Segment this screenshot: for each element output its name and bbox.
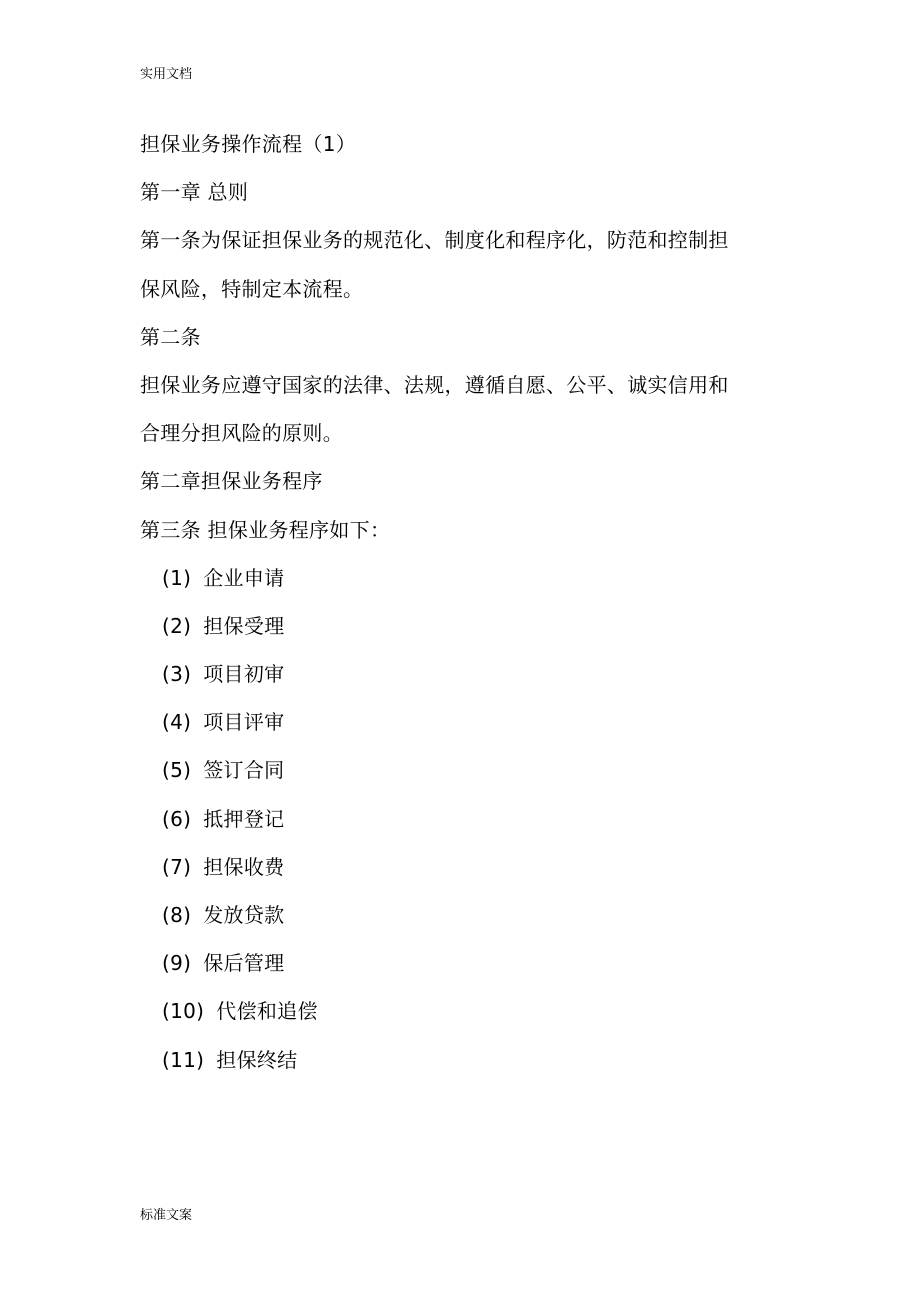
step-number: (10) [162,999,205,1024]
step-label: 保后管理 [203,951,285,976]
article-2-heading: 第二条 [140,324,201,349]
document-body [140,120,780,1084]
step-label: 企业申请 [203,565,285,590]
list-item [140,602,780,650]
step-label: 签订合同 [203,758,285,783]
step-number: (4) [162,710,192,735]
step-label: 项目评审 [203,710,285,735]
step-number: (3) [162,662,192,687]
procedure-steps-list [140,554,780,1084]
step-label: 代偿和追偿 [216,999,318,1024]
step-label: 发放贷款 [203,903,285,927]
step-number: (11) [162,1047,205,1072]
step-number: (5) [162,758,192,783]
list-item [140,843,780,891]
article-1-line-1: 第一条为保证担保业务的规范化、制度化和程序化，防范和控制担 [140,228,729,253]
step-number: (7) [162,854,192,879]
list-item [140,987,780,1035]
list-item [140,891,780,939]
chapter-heading-1: 第一章 总则 [140,180,249,205]
article-2-line-1: 担保业务应遵守国家的法律、法规，遵循自愿、公平、诚实信用和 [140,372,729,397]
article-2-line-2: 合理分担风险的原则。 [140,421,343,446]
step-number: (2) [162,613,192,638]
step-number: (8) [162,903,192,927]
list-item [140,1036,780,1084]
step-number: (6) [162,806,192,831]
step-label: 抵押登记 [203,806,285,831]
list-item [140,746,780,794]
step-label: 担保受理 [203,613,285,638]
article-1-line-2: 保风险，特制定本流程。 [140,276,364,301]
list-item [140,698,780,746]
list-item [140,939,780,987]
step-label: 担保终结 [216,1047,298,1072]
article-3: 第三条 担保业务程序如下： [140,517,391,542]
chapter-heading-2: 第二章担保业务程序 [140,469,323,494]
step-label: 担保收费 [203,854,285,879]
step-label: 项目初审 [203,662,285,687]
list-item [140,650,780,698]
page-header: 实用文档 [140,67,193,82]
list-item [140,795,780,843]
page-footer: 标准文案 [140,1208,193,1223]
step-number: (1) [162,565,192,590]
list-item [140,554,780,602]
document-title: 担保业务操作流程（1） [140,132,357,156]
step-number: (9) [162,951,192,976]
